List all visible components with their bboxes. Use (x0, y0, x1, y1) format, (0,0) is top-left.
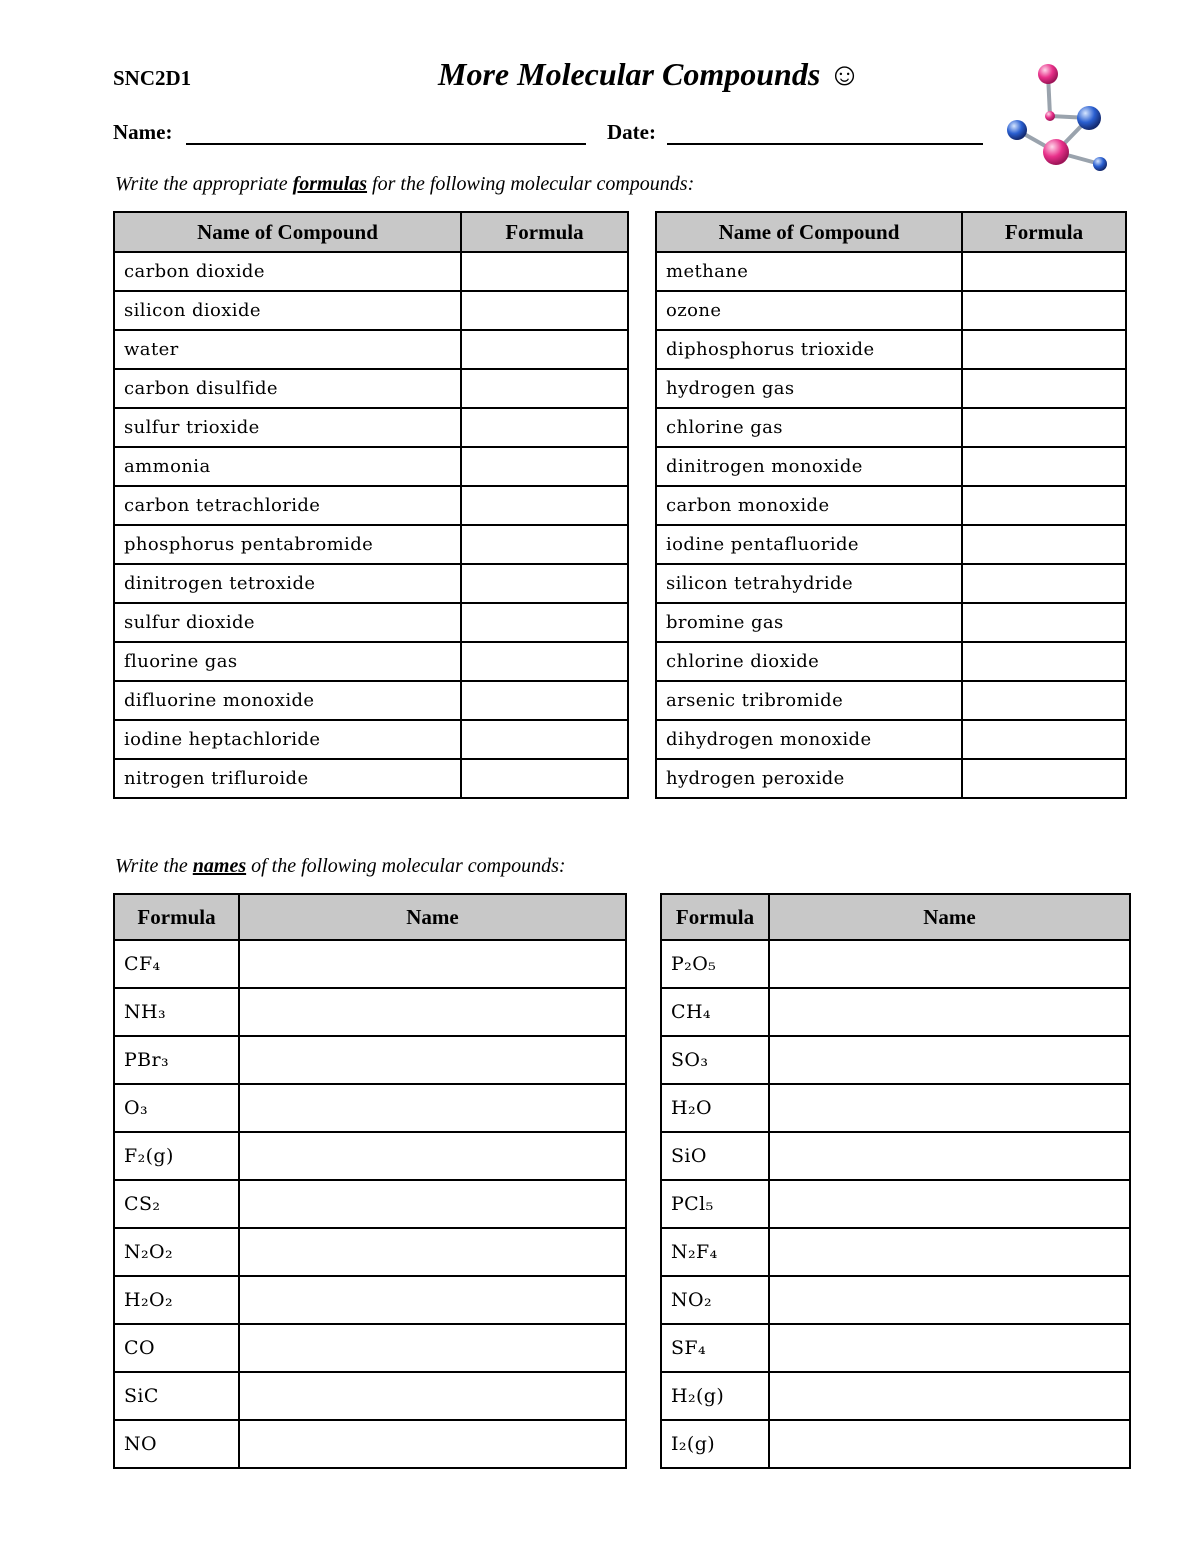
column-header-formula: Formula (661, 894, 769, 940)
formula-answer-cell[interactable] (461, 564, 628, 603)
name-answer-cell[interactable] (239, 1084, 626, 1132)
formula-answer-cell[interactable] (962, 369, 1126, 408)
formula-answer-cell[interactable] (962, 720, 1126, 759)
compound-name-cell: water (114, 330, 461, 369)
column-header-formula: Formula (114, 894, 239, 940)
formula-answer-cell[interactable] (962, 525, 1126, 564)
name-answer-cell[interactable] (769, 1180, 1130, 1228)
formula-answer-cell[interactable] (461, 408, 628, 447)
formula-cell: NH₃ (114, 988, 239, 1036)
table-row (656, 252, 1126, 291)
formula-answer-cell[interactable] (962, 447, 1126, 486)
date-label: Date: (607, 120, 656, 144)
compound-name-cell: dihydrogen monoxide (656, 720, 962, 759)
compound-name-cell: difluorine monoxide (114, 681, 461, 720)
table-row (656, 369, 1126, 408)
compound-name-cell: chlorine gas (656, 408, 962, 447)
compound-name-cell: diphosphorus trioxide (656, 330, 962, 369)
formula-answer-cell[interactable] (962, 642, 1126, 681)
compound-name-cell: sulfur dioxide (114, 603, 461, 642)
table-row (661, 1084, 1130, 1132)
formula-answer-cell[interactable] (461, 330, 628, 369)
table-row (114, 1420, 626, 1468)
table-row (656, 525, 1126, 564)
table-row (114, 1228, 626, 1276)
column-header-compound-name: Name of Compound (656, 212, 962, 252)
table-row (656, 759, 1126, 798)
column-header-name: Name (239, 894, 626, 940)
formula-answer-cell[interactable] (461, 447, 628, 486)
compound-name-cell: carbon monoxide (656, 486, 962, 525)
table-row (661, 940, 1130, 988)
table-row (114, 291, 628, 330)
table-row (114, 1036, 626, 1084)
name-answer-cell[interactable] (239, 1324, 626, 1372)
name-answer-cell[interactable] (239, 1276, 626, 1324)
table-row (661, 988, 1130, 1036)
compound-name-cell: iodine pentafluoride (656, 525, 962, 564)
formula-answer-cell[interactable] (461, 525, 628, 564)
column-header-formula: Formula (461, 212, 628, 252)
formula-answer-cell[interactable] (461, 291, 628, 330)
formulas-table-left (113, 211, 629, 799)
table-row (661, 1036, 1130, 1084)
name-answer-cell[interactable] (239, 1228, 626, 1276)
compound-name-cell: hydrogen gas (656, 369, 962, 408)
name-answer-cell[interactable] (769, 1036, 1130, 1084)
name-answer-cell[interactable] (239, 1372, 626, 1420)
name-answer-cell[interactable] (769, 988, 1130, 1036)
name-field[interactable] (186, 143, 586, 145)
formula-answer-cell[interactable] (962, 330, 1126, 369)
formula-cell: SO₃ (661, 1036, 769, 1084)
compound-name-cell: carbon disulfide (114, 369, 461, 408)
table-row (656, 642, 1126, 681)
formula-cell: N₂O₂ (114, 1228, 239, 1276)
table-row (661, 1372, 1130, 1420)
name-answer-cell[interactable] (769, 1324, 1130, 1372)
names-table-right (660, 893, 1131, 1469)
column-header-compound-name: Name of Compound (114, 212, 461, 252)
date-field[interactable] (667, 143, 983, 145)
compound-name-cell: fluorine gas (114, 642, 461, 681)
formula-cell: CF₄ (114, 940, 239, 988)
name-answer-cell[interactable] (769, 1420, 1130, 1468)
table-row (114, 1276, 626, 1324)
formula-cell: PBr₃ (114, 1036, 239, 1084)
table-row (656, 408, 1126, 447)
names-table-left (113, 893, 627, 1469)
course-code: SNC2D1 (113, 66, 192, 90)
compound-name-cell: sulfur trioxide (114, 408, 461, 447)
formula-answer-cell[interactable] (962, 564, 1126, 603)
formulas-instruction: Write the appropriate formulas for the following molecular compounds: (115, 173, 695, 195)
name-answer-cell[interactable] (769, 1084, 1130, 1132)
table-row (114, 564, 628, 603)
formula-answer-cell[interactable] (962, 486, 1126, 525)
name-answer-cell[interactable] (769, 1276, 1130, 1324)
formula-cell: SiO (661, 1132, 769, 1180)
formula-cell: H₂(g) (661, 1372, 769, 1420)
page-title: More Molecular Compounds ☺ (438, 56, 861, 92)
compound-name-cell: carbon dioxide (114, 252, 461, 291)
formula-cell: N₂F₄ (661, 1228, 769, 1276)
table-row (114, 486, 628, 525)
name-answer-cell[interactable] (239, 1132, 626, 1180)
table-row (114, 1084, 626, 1132)
table-row (656, 330, 1126, 369)
compound-name-cell: nitrogen trifluroide (114, 759, 461, 798)
formulas-table-right (655, 211, 1127, 799)
formula-answer-cell[interactable] (461, 759, 628, 798)
table-row (661, 1276, 1130, 1324)
formula-cell: CS₂ (114, 1180, 239, 1228)
column-header-name: Name (769, 894, 1130, 940)
table-row (114, 603, 628, 642)
table-row (114, 1132, 626, 1180)
name-answer-cell[interactable] (239, 1036, 626, 1084)
column-header-formula: Formula (962, 212, 1126, 252)
name-label: Name: (113, 120, 173, 144)
compound-name-cell: iodine heptachloride (114, 720, 461, 759)
formula-cell: F₂(g) (114, 1132, 239, 1180)
formula-cell: CO (114, 1324, 239, 1372)
compound-name-cell: silicon dioxide (114, 291, 461, 330)
formula-answer-cell[interactable] (962, 252, 1126, 291)
name-answer-cell[interactable] (769, 940, 1130, 988)
name-answer-cell[interactable] (769, 1132, 1130, 1180)
compound-name-cell: chlorine dioxide (656, 642, 962, 681)
table-row (114, 988, 626, 1036)
formula-answer-cell[interactable] (461, 369, 628, 408)
formula-cell: P₂O₅ (661, 940, 769, 988)
name-answer-cell[interactable] (769, 1372, 1130, 1420)
formula-answer-cell[interactable] (461, 252, 628, 291)
compound-name-cell: dinitrogen tetroxide (114, 564, 461, 603)
compound-name-cell: arsenic tribromide (656, 681, 962, 720)
table-row (661, 1180, 1130, 1228)
table-row (661, 1228, 1130, 1276)
name-answer-cell[interactable] (239, 1420, 626, 1468)
table-row (656, 720, 1126, 759)
formula-answer-cell[interactable] (962, 603, 1126, 642)
formula-answer-cell[interactable] (461, 603, 628, 642)
formula-cell: CH₄ (661, 988, 769, 1036)
formula-answer-cell[interactable] (461, 486, 628, 525)
table-row (656, 564, 1126, 603)
formula-cell: PCl₅ (661, 1180, 769, 1228)
compound-name-cell: bromine gas (656, 603, 962, 642)
molecule-illustration (1000, 60, 1120, 180)
compound-name-cell: ozone (656, 291, 962, 330)
compound-name-cell: carbon tetrachloride (114, 486, 461, 525)
formula-cell: I₂(g) (661, 1420, 769, 1468)
compound-name-cell: ammonia (114, 447, 461, 486)
formula-cell: NO (114, 1420, 239, 1468)
formula-answer-cell[interactable] (461, 642, 628, 681)
table-row (114, 447, 628, 486)
formula-cell: H₂O₂ (114, 1276, 239, 1324)
table-row (114, 369, 628, 408)
name-answer-cell[interactable] (769, 1228, 1130, 1276)
formula-answer-cell[interactable] (461, 720, 628, 759)
table-row (114, 642, 628, 681)
formula-answer-cell[interactable] (962, 408, 1126, 447)
table-row (114, 408, 628, 447)
table-row (114, 252, 628, 291)
formula-answer-cell[interactable] (962, 291, 1126, 330)
compound-name-cell: hydrogen peroxide (656, 759, 962, 798)
formula-answer-cell[interactable] (962, 759, 1126, 798)
table-row (656, 603, 1126, 642)
table-row (661, 1420, 1130, 1468)
compound-name-cell: silicon tetrahydride (656, 564, 962, 603)
table-row (656, 447, 1126, 486)
formula-answer-cell[interactable] (962, 681, 1126, 720)
table-row (114, 1180, 626, 1228)
name-answer-cell[interactable] (239, 940, 626, 988)
table-row (656, 681, 1126, 720)
name-answer-cell[interactable] (239, 1180, 626, 1228)
names-instruction: Write the names of the following molecular compounds: (115, 855, 566, 877)
formula-cell: NO₂ (661, 1276, 769, 1324)
name-answer-cell[interactable] (239, 988, 626, 1036)
table-row (114, 759, 628, 798)
table-row (114, 1324, 626, 1372)
compound-name-cell: phosphorus pentabromide (114, 525, 461, 564)
formula-answer-cell[interactable] (461, 681, 628, 720)
table-row (656, 291, 1126, 330)
table-row (114, 720, 628, 759)
table-row (114, 525, 628, 564)
table-row (114, 940, 626, 988)
compound-name-cell: dinitrogen monoxide (656, 447, 962, 486)
table-row (661, 1324, 1130, 1372)
formula-cell: H₂O (661, 1084, 769, 1132)
table-row (114, 681, 628, 720)
formula-cell: SF₄ (661, 1324, 769, 1372)
table-row (114, 1372, 626, 1420)
table-row (114, 330, 628, 369)
table-row (656, 486, 1126, 525)
formula-cell: O₃ (114, 1084, 239, 1132)
table-row (661, 1132, 1130, 1180)
formula-cell: SiC (114, 1372, 239, 1420)
compound-name-cell: methane (656, 252, 962, 291)
